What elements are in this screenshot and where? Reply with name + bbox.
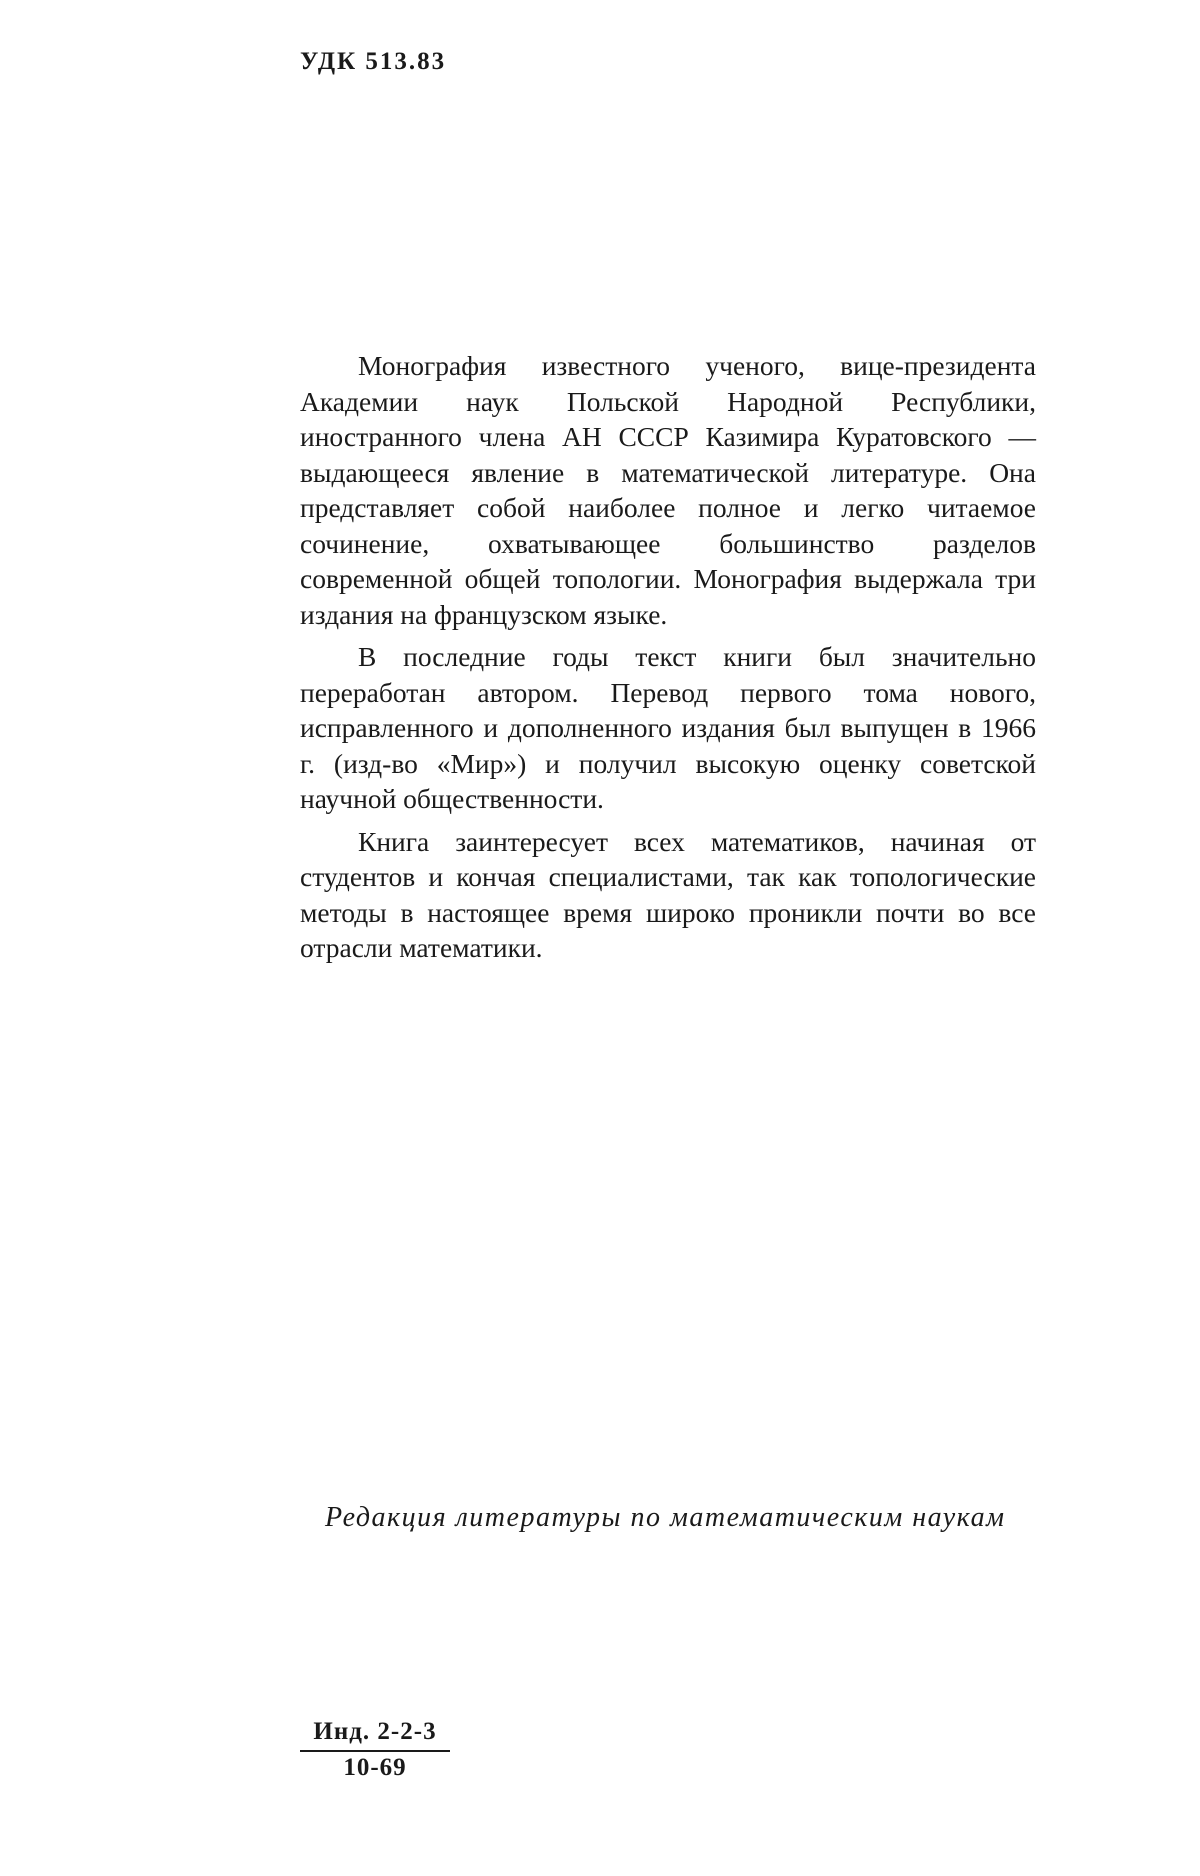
index-block <box>300 1718 450 1782</box>
index-code: Инд. 2-2-3 <box>300 1718 450 1752</box>
annotation-paragraph-1: Монография известного ученого, вице-президента Академии наук Польской Народной Республики, иностранного члена АН СССР Казимира Куратовского — выдающееся явление в математической литературе. Она представляет собой наиболее полное и легко читаемое сочинение, охватывающее большинство разделов современной общей топологии. Монография выдержала три издания на французском языке. <box>300 350 1036 630</box>
index-number: 10-69 <box>343 1754 407 1781</box>
editorial-office-line: Редакция литературы по математическим наукам <box>325 1502 1006 1533</box>
annotation-paragraph-3: Книга заинтересует всех математиков, начиная от студентов и кончая специалистами, так как топологические методы в настоящее время широко проникли почти во все отрасли математики. <box>300 825 1036 963</box>
udk-code: УДК 513.83 <box>300 48 447 75</box>
annotation-paragraph-2: В последние годы текст книги был значительно переработан автором. Перевод первого тома нового, исправленного и дополненного издания был выпущен в 1966 г. (изд-во «Мир») и получил высокую оценку советской научной общественности. <box>300 641 1036 814</box>
book-annotation <box>300 348 1036 973</box>
